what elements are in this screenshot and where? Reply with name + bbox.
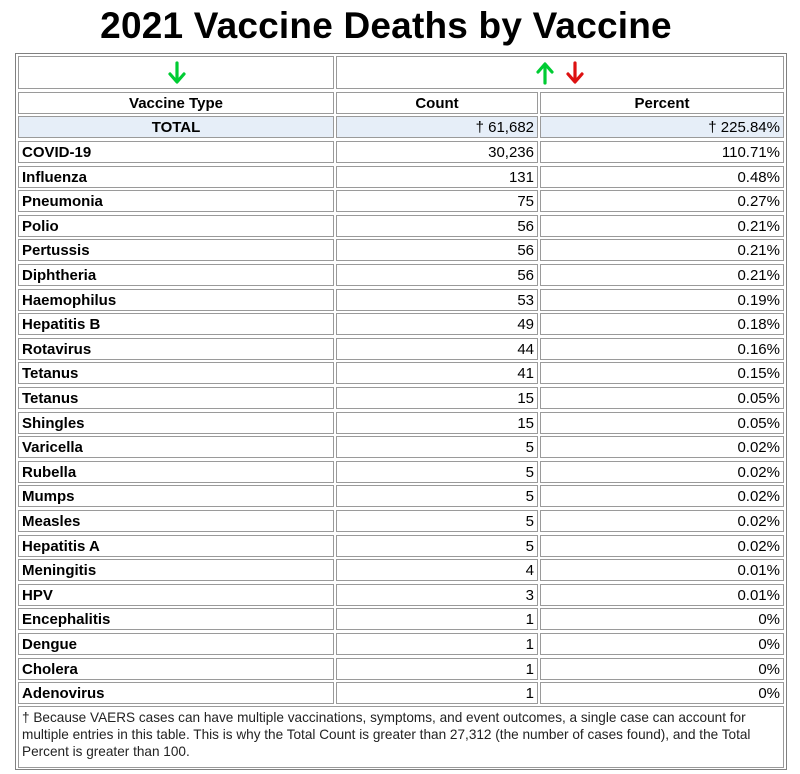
count-value: 1 bbox=[336, 633, 538, 655]
count-value: 15 bbox=[336, 412, 538, 434]
percent-value: 0.01% bbox=[540, 559, 784, 581]
vaccine-name[interactable]: Diphtheria bbox=[18, 264, 334, 286]
total-label: TOTAL bbox=[18, 116, 334, 138]
vaccine-name[interactable]: Varicella bbox=[18, 436, 334, 458]
count-value: 56 bbox=[336, 215, 538, 237]
count-value: 1 bbox=[336, 608, 538, 630]
vaccine-name[interactable]: Polio bbox=[18, 215, 334, 237]
vaccine-name[interactable]: Dengue bbox=[18, 633, 334, 655]
count-value: 15 bbox=[336, 387, 538, 409]
vaccine-name[interactable]: Cholera bbox=[18, 658, 334, 680]
count-value: 4 bbox=[336, 559, 538, 581]
percent-value: 0.16% bbox=[540, 338, 784, 360]
percent-value: 0.01% bbox=[540, 584, 784, 606]
vaccine-name[interactable]: Meningitis bbox=[18, 559, 334, 581]
vaccine-name[interactable]: Rotavirus bbox=[18, 338, 334, 360]
count-value: 1 bbox=[336, 682, 538, 704]
count-value: 53 bbox=[336, 289, 538, 311]
count-value: 1 bbox=[336, 658, 538, 680]
percent-value: 110.71% bbox=[540, 141, 784, 163]
percent-value: 0% bbox=[540, 658, 784, 680]
vaccine-name[interactable]: Adenovirus bbox=[18, 682, 334, 704]
percent-value: 0.05% bbox=[540, 387, 784, 409]
count-value: 131 bbox=[336, 166, 538, 188]
vaccine-name[interactable]: Mumps bbox=[18, 485, 334, 507]
percent-value: 0.02% bbox=[540, 461, 784, 483]
percent-value: 0.19% bbox=[540, 289, 784, 311]
percent-value: 0.02% bbox=[540, 485, 784, 507]
sort-asc-icon[interactable] bbox=[536, 61, 554, 85]
percent-value: 0.02% bbox=[540, 510, 784, 532]
percent-value: 0.05% bbox=[540, 412, 784, 434]
vaccine-name[interactable]: Shingles bbox=[18, 412, 334, 434]
percent-value: 0.02% bbox=[540, 436, 784, 458]
vaccine-name[interactable]: Pneumonia bbox=[18, 190, 334, 212]
sort-cell-count bbox=[336, 56, 784, 89]
count-value: 41 bbox=[336, 362, 538, 384]
count-value: 56 bbox=[336, 239, 538, 261]
percent-value: 0.02% bbox=[540, 535, 784, 557]
percent-value: 0% bbox=[540, 682, 784, 704]
percent-value: 0.15% bbox=[540, 362, 784, 384]
page-title: 2021 Vaccine Deaths by Vaccine bbox=[100, 5, 672, 46]
count-value: 5 bbox=[336, 510, 538, 532]
vaccine-name[interactable]: Hepatitis B bbox=[18, 313, 334, 335]
vaccine-name[interactable]: Hepatitis A bbox=[18, 535, 334, 557]
count-value: 49 bbox=[336, 313, 538, 335]
percent-value: 0.21% bbox=[540, 264, 784, 286]
total-count: † 61,682 bbox=[336, 116, 538, 138]
sort-desc-icon[interactable] bbox=[168, 61, 186, 85]
total-percent: † 225.84% bbox=[540, 116, 784, 138]
vaccine-name[interactable]: Tetanus bbox=[18, 362, 334, 384]
vaccine-name[interactable]: COVID-19 bbox=[18, 141, 334, 163]
percent-value: 0.21% bbox=[540, 215, 784, 237]
header-percent[interactable]: Percent bbox=[540, 92, 784, 114]
vaccine-name[interactable]: Encephalitis bbox=[18, 608, 334, 630]
vaccine-name[interactable]: Pertussis bbox=[18, 239, 334, 261]
count-value: 30,236 bbox=[336, 141, 538, 163]
count-value: 5 bbox=[336, 461, 538, 483]
sort-desc-icon[interactable] bbox=[566, 61, 584, 85]
vaccine-name[interactable]: Rubella bbox=[18, 461, 334, 483]
count-value: 3 bbox=[336, 584, 538, 606]
results-table bbox=[15, 53, 787, 770]
count-value: 44 bbox=[336, 338, 538, 360]
percent-value: 0.18% bbox=[540, 313, 784, 335]
count-value: 5 bbox=[336, 485, 538, 507]
count-value: 5 bbox=[336, 535, 538, 557]
percent-value: 0.48% bbox=[540, 166, 784, 188]
count-value: 5 bbox=[336, 436, 538, 458]
vaccine-name[interactable]: Influenza bbox=[18, 166, 334, 188]
footnote: † Because VAERS cases can have multiple vaccinations, symptoms, and event outcomes, a single case can account for multiple entries in this table. This is why the Total Count is greater than 27,312 (the number of cases found), and the Total Percent is greater than 100. bbox=[18, 706, 784, 768]
percent-value: 0.27% bbox=[540, 190, 784, 212]
vaccine-name[interactable]: Tetanus bbox=[18, 387, 334, 409]
vaccine-name[interactable]: HPV bbox=[18, 584, 334, 606]
sort-cell-type bbox=[18, 56, 334, 89]
header-count[interactable]: Count bbox=[336, 92, 538, 114]
percent-value: 0% bbox=[540, 608, 784, 630]
percent-value: 0% bbox=[540, 633, 784, 655]
vaccine-name[interactable]: Haemophilus bbox=[18, 289, 334, 311]
count-value: 56 bbox=[336, 264, 538, 286]
vaccine-name[interactable]: Measles bbox=[18, 510, 334, 532]
count-value: 75 bbox=[336, 190, 538, 212]
percent-value: 0.21% bbox=[540, 239, 784, 261]
header-vaccine-type[interactable]: Vaccine Type bbox=[18, 92, 334, 114]
